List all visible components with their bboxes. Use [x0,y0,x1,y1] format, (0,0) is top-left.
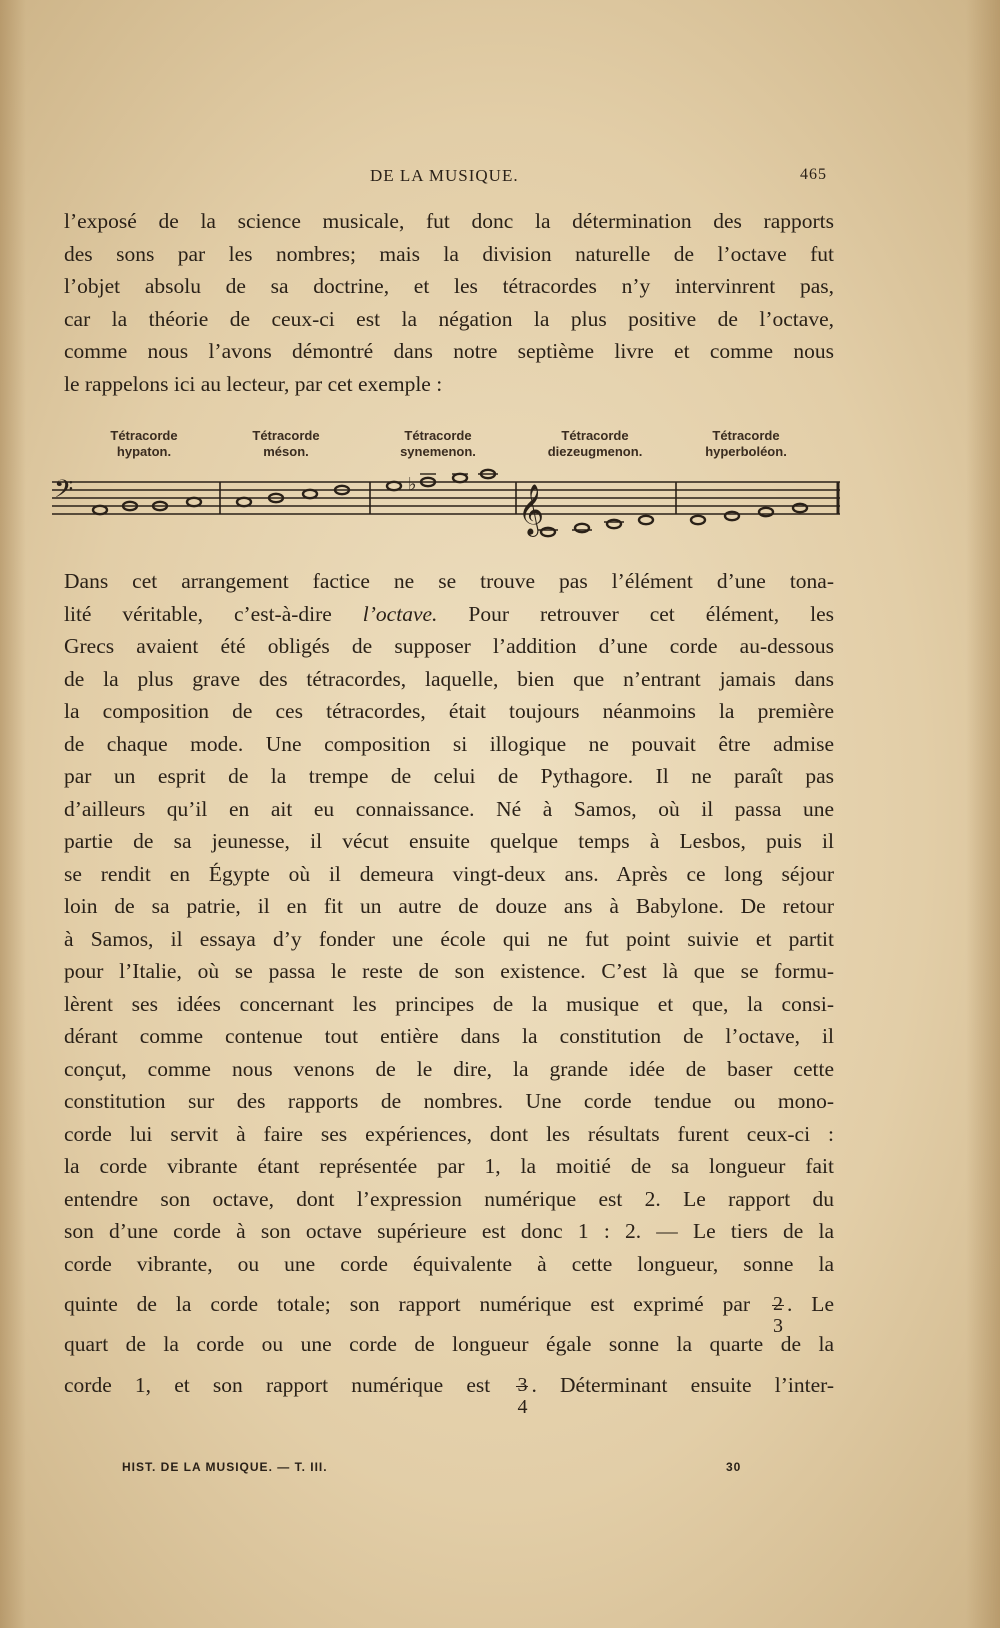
text-line: constitution sur des rapports de nombres. Une corde tendue ou mono- [64,1089,834,1113]
tetrachord-label-diezeugmenon [525,428,665,460]
text-line: loin de sa patrie, il en fit un autre de douze ans à Babylone. De retour [64,894,834,918]
tetrachord-label-hypaton [74,428,214,460]
staff-lines [52,482,840,514]
text-line: par un esprit de la trempe de celui de Pythagore. Il ne paraît pas [64,764,834,788]
text-line: conçut, comme nous venons de le dire, la grande idée de baser cette [64,1056,834,1081]
treble-clef-icon: 𝄞 [518,484,545,535]
text-line: car la théorie de ceux-ci est la négation la plus positive de l’octave, [64,306,834,331]
tetrachord-label-synemenon [368,428,508,460]
bass-clef-icon: 𝄢 [54,475,74,510]
text-line: lèrent ses idées concernant les principes de la musique et que, la consi- [64,991,834,1016]
fraction-three-quarters [513,1365,531,1418]
text-run: lité véritable, c’est-à-dire [64,601,363,626]
text-line: quart de la corde ou une corde de longueur égale sonne la quarte de la [64,1332,834,1356]
page-footer [0,1460,1000,1480]
text-line: comme nous l’avons démontré dans notre septième livre et comme nous [64,339,834,363]
label-line: hypaton. [116,444,172,459]
text-line: partie de sa jeunesse, il vécut ensuite quelque temps à Lesbos, puis il [64,829,834,853]
page-number: 465 [800,166,827,183]
text-run: . Déterminant ensuite l’inter- [531,1372,834,1397]
page-right-shadow [966,0,1000,1628]
flat-sign-icon: ♭ [408,474,417,495]
music-staff-example [48,468,848,552]
label-line: Tétracorde [712,428,780,443]
running-head [0,166,1000,190]
label-line: diezeugmenon. [547,444,643,459]
fraction-two-thirds [769,1284,787,1338]
label-line: hyperboléon. [705,444,787,459]
tetrachord-label-meson [216,428,356,460]
text-line: la corde vibrante étant représentée par 1, la moitié de sa longueur fait [64,1154,834,1178]
fraction-numerator: 2 [773,1293,783,1316]
text-run: quinte de la corde totale; son rapport numérique est exprimé par [64,1292,751,1316]
text-line: le rappelons ici au lecteur, par cet exemple : [64,371,443,396]
paragraph-1 [64,205,834,400]
text-line: pour l’Italie, où se passa le reste de son existence. C’est là que se formu- [64,959,834,983]
page-left-shadow [0,0,26,1628]
label-line: Tétracorde [110,428,178,443]
text-line [64,598,834,631]
text-line-with-fraction [64,1280,834,1338]
fraction-denominator: 3 [773,1315,783,1338]
label-line: synemenon. [400,444,476,459]
paragraph-2 [64,565,834,1418]
text-line: des sons par les nombres; mais la division naturelle de l’octave fut [64,241,834,266]
text-line: Grecs avaient été obligés de supposer l’addition d’une corde au-dessous [64,634,834,658]
signature-mark: 30 [726,1460,742,1474]
text-line: de la plus grave des tétracordes, laquelle, bien que n’entrant jamais dans [64,666,834,691]
label-line: Tétracorde [252,428,320,443]
tetrachord-labels [60,428,860,468]
text-line: la composition de ces tétracordes, était toujours néanmoins la première [64,699,834,723]
text-line: corde lui servit à faire ses expériences, dont les résultats furent ceux-ci : [64,1121,834,1146]
label-line: méson. [263,444,309,459]
text-line: corde vibrante, ou une corde équivalente à cette longueur, sonne la [64,1251,834,1276]
text-line: l’objet absolu de sa doctrine, et les tétracordes n’y intervinrent pas, [64,274,834,298]
fraction-numerator: 3 [517,1373,528,1396]
text-line: à Samos, il essaya d’y fonder une école qui ne fut point suivie et partit [64,926,834,951]
text-line: dérant comme contenue tout entière dans la constitution de l’octave, il [64,1024,834,1048]
text-line: se rendit en Égypte où il demeura vingt-deux ans. Après ce long séjour [64,861,834,886]
text-line: de chaque mode. Une composition si illogique ne pouvait être admise [64,731,834,756]
footer-title: HIST. DE LA MUSIQUE. — T. III. [122,1460,328,1474]
tetrachord-label-hyperboleon [676,428,816,460]
text-line: Dans cet arrangement factice ne se trouve pas l’élément d’une tona- [64,569,834,593]
note-heads [93,470,807,536]
text-line-with-fraction [64,1361,834,1418]
text-run: corde 1, et son rapport numérique est [64,1372,491,1397]
fraction-denominator: 4 [517,1395,528,1418]
text-line: l’exposé de la science musicale, fut donc la détermination des rapports [64,209,834,233]
text-line: entendre son octave, dont l’expression numérique est 2. Le rapport du [64,1186,834,1211]
running-title: DE LA MUSIQUE. [370,166,519,185]
text-line: d’ailleurs qu’il en ait eu connaissance. Né à Samos, où il passa une [64,796,834,821]
italic-octave: l’octave. [362,601,438,626]
label-line: Tétracorde [561,428,629,443]
text-run: . Le [787,1292,834,1316]
text-run: Pour retrouver cet élément, les [437,601,834,626]
label-line: Tétracorde [404,428,472,443]
text-line: son d’une corde à son octave supérieure est donc 1 : 2. — Le tiers de la [64,1219,834,1243]
